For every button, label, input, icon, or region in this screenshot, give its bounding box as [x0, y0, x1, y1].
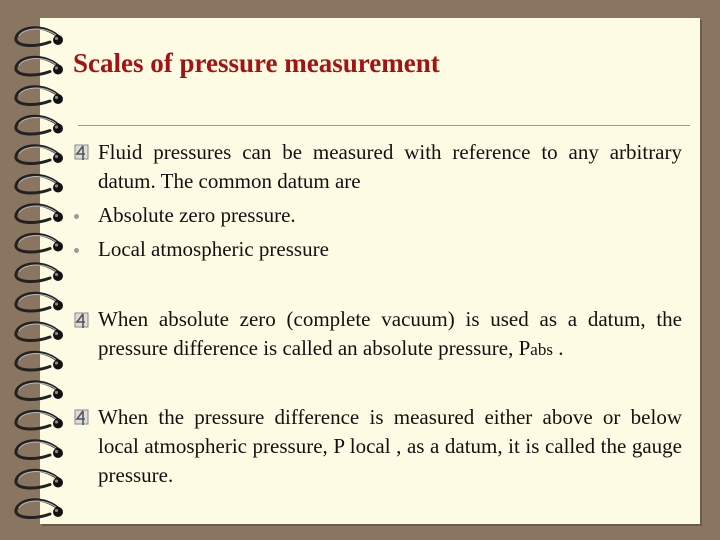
bullet-1-text: Fluid pressures can be measured with reference to any arbitrary datum. The common datum are: [98, 140, 682, 193]
spiral-binding-icon: [0, 0, 80, 540]
spiral-ring: [16, 411, 63, 429]
sub-item-absolute-zero: Absolute zero pressure.: [98, 203, 296, 227]
spiral-ring: [16, 441, 63, 459]
spiral-ring: [16, 323, 63, 341]
spiral-ring: [16, 116, 63, 134]
slide-title: Scales of pressure measurement: [73, 48, 440, 78]
title-divider: [78, 125, 690, 126]
spiral-ring: [16, 205, 63, 223]
spiral-ring: [16, 175, 63, 193]
spiral-ring: [16, 146, 63, 164]
spiral-ring: [16, 87, 63, 105]
bullet-3-text: When the pressure difference is measured either above or below local atmospheric pressure, P local , as a datum, it is called the gauge pressure.: [98, 405, 682, 487]
spiral-ring: [16, 293, 63, 311]
spiral-ring: [16, 234, 63, 252]
spiral-ring: [16, 382, 63, 400]
spiral-ring: [16, 57, 63, 75]
spiral-ring: [16, 352, 63, 370]
spiral-ring: [16, 264, 63, 282]
sub-item-local-atmospheric: Local atmospheric pressure: [98, 237, 329, 261]
bullet-2-subscript: abs: [530, 340, 553, 359]
spiral-ring: [16, 500, 63, 518]
bullet-2-end: .: [552, 336, 564, 360]
spiral-ring: [16, 28, 63, 46]
bullet-2-text: [98, 305, 682, 364]
bullet-2-main: When absolute zero (complete vacuum) is used as a datum, the pressure difference is called an absolute pressure, P: [98, 307, 682, 360]
slide-page: [40, 18, 700, 524]
spiral-ring: [16, 470, 63, 488]
